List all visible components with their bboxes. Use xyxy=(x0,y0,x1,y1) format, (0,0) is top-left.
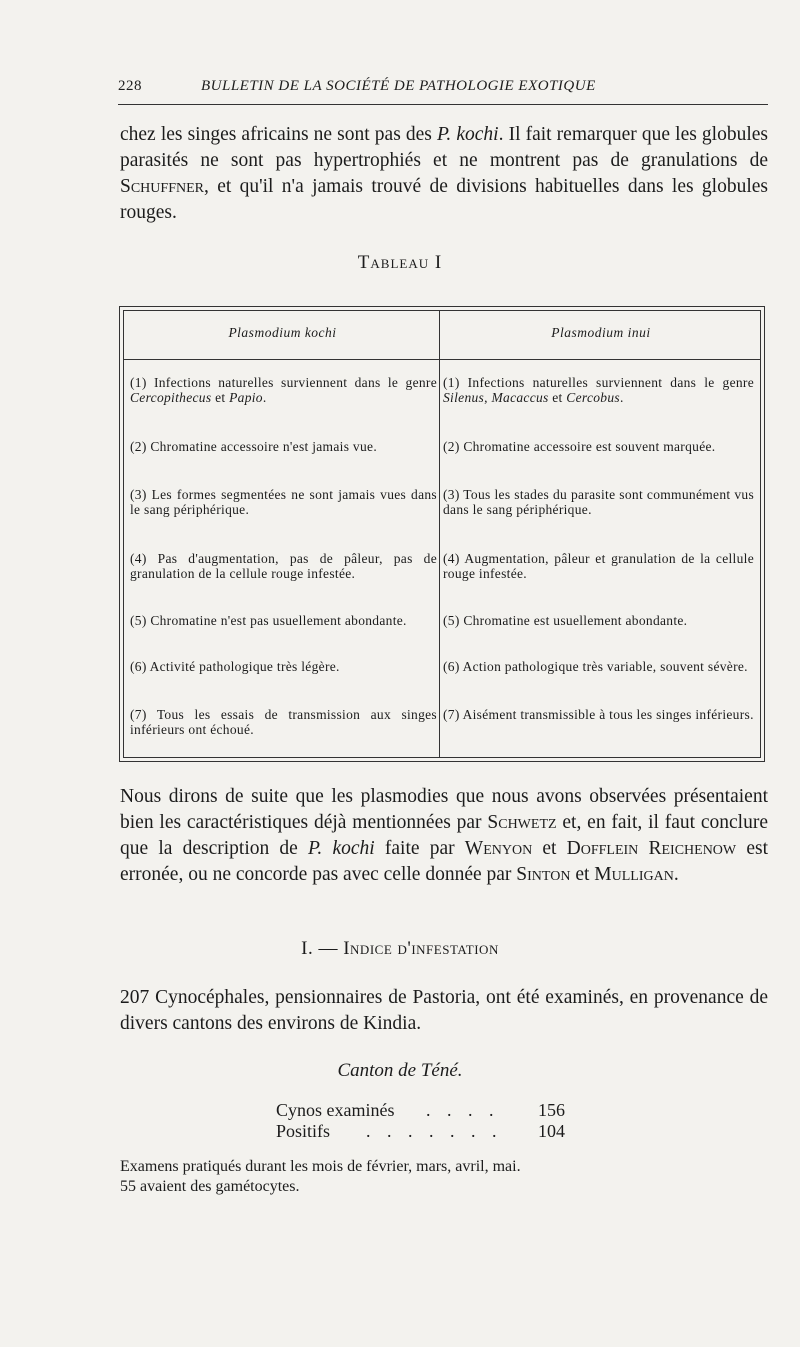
author-name: Wenyon xyxy=(464,838,533,859)
text-run: faite par xyxy=(374,838,465,859)
genus-name: Papio xyxy=(229,390,263,405)
table-cell: (4) Pas d'augmentation, pas de pâleur, pas de granulation de la cellule rouge infestée. xyxy=(130,551,437,581)
genus-name: Cercopithecus xyxy=(130,390,212,405)
header-rule xyxy=(118,104,768,105)
author-name: Dofflein Reichenow xyxy=(566,838,737,859)
author-name: Schuffner xyxy=(120,176,204,197)
text-run: chez les singes africains ne sont pas des xyxy=(120,124,437,145)
note-line: 55 avaient des gamétocytes. xyxy=(120,1178,300,1195)
leader-dots: . . . . xyxy=(426,1100,500,1120)
table-cell: (4) Augmentation, pâleur et granulation de la cellule rouge infestée. xyxy=(443,551,754,581)
genus-name: Silenus xyxy=(443,390,485,405)
paragraph-intro xyxy=(120,122,768,226)
table-title: Tableau I xyxy=(357,252,443,273)
text-run: et xyxy=(548,390,567,405)
table-cell: (2) Chromatine accessoire est souvent marquée. xyxy=(443,439,716,454)
paragraph-conclusion xyxy=(120,784,768,888)
table-cell: (3) Tous les stades du parasite sont communément vus dans le sang périphérique. xyxy=(443,487,754,517)
page-number: 228 xyxy=(118,78,142,94)
column-divider xyxy=(439,310,440,758)
text-run: est erronée, ou ne concorde pas avec celle donnée par xyxy=(120,838,768,885)
table-cell xyxy=(130,375,437,405)
text-run: , xyxy=(484,390,492,405)
species-name: P. kochi xyxy=(436,124,499,145)
table-cell: (7) Tous les essais de transmission aux singes inférieurs ont échoué. xyxy=(130,707,437,737)
column-header-inui: Plasmodium inui xyxy=(551,325,651,340)
genus-name: Cercobus xyxy=(566,390,620,405)
table-cell: (2) Chromatine accessoire n'est jamais vue. xyxy=(130,439,378,454)
table-cell: (5) Chromatine n'est pas usuellement abondante. xyxy=(130,613,407,628)
text-run: et xyxy=(532,838,567,859)
text-run: (1) Infections naturelles surviennent dans le genre xyxy=(443,375,754,390)
stat-label: Cynos examinés xyxy=(276,1100,395,1120)
paragraph-notes xyxy=(120,1157,768,1197)
running-header xyxy=(118,78,768,102)
stat-value: 156 xyxy=(538,1100,565,1120)
column-header-kochi: Plasmodium kochi xyxy=(228,325,337,340)
journal-title: BULLETIN DE LA SOCIÉTÉ DE PATHOLOGIE EXOTIQUE xyxy=(201,78,596,94)
text-run: . xyxy=(619,390,624,405)
text-run: (1) Infections naturelles surviennent dans le genre xyxy=(130,375,437,390)
header-divider xyxy=(123,359,761,360)
genus-name: Macaccus xyxy=(491,390,549,405)
text-run: et xyxy=(211,390,230,405)
paragraph-sample: 207 Cynocéphales, pensionnaires de Pastoria, ont été examinés, en provenance de divers cantons des environs de Kindia. xyxy=(120,987,768,1034)
canton-heading: Canton de Téné. xyxy=(337,1060,463,1081)
table-cell: (6) Activité pathologique très légère. xyxy=(130,659,340,674)
stat-label: Positifs xyxy=(276,1121,331,1141)
text-run: . xyxy=(673,864,679,885)
species-name: P. kochi xyxy=(308,838,375,859)
table-cell xyxy=(443,375,754,405)
text-run: et xyxy=(570,864,595,885)
author-name: Schwetz xyxy=(487,812,557,833)
table-cell: (5) Chromatine est usuellement abondante. xyxy=(443,613,688,628)
table-cell: (7) Aisément transmissible à tous les singes inférieurs. xyxy=(443,707,754,722)
text-run: . xyxy=(262,390,267,405)
stat-row xyxy=(276,1121,606,1142)
table-cell: (6) Action pathologique très variable, souvent sévère. xyxy=(443,659,748,674)
stat-value: 104 xyxy=(538,1121,565,1141)
section-heading: I. — Indice d'infestation xyxy=(301,938,499,959)
text-run: et, en fait, il faut conclure que la description de xyxy=(120,812,768,859)
table-cell: (3) Les formes segmentées ne sont jamais vues dans le sang périphérique. xyxy=(130,487,437,517)
author-name: Mulligan xyxy=(594,864,674,885)
text-run: . Il fait remarquer que les globules parasités ne sont pas hypertrophiés et ne montrent pas de granulations de xyxy=(120,124,768,171)
stat-row xyxy=(276,1100,606,1121)
comparison-table xyxy=(119,306,765,762)
leader-dots: . . . . . . . xyxy=(366,1121,503,1141)
text-run: Nous dirons de suite que les plasmodies que nous avons observées présentaient bien les caractéristiques déjà mentionnées par xyxy=(120,786,768,833)
text-run: , et qu'il n'a jamais trouvé de divisions habituelles dans les globules rouges. xyxy=(120,176,768,223)
stats-block xyxy=(276,1100,606,1142)
author-name: Sinton xyxy=(516,864,571,885)
note-line: Examens pratiqués durant les mois de février, mars, avril, mai. xyxy=(120,1158,521,1175)
